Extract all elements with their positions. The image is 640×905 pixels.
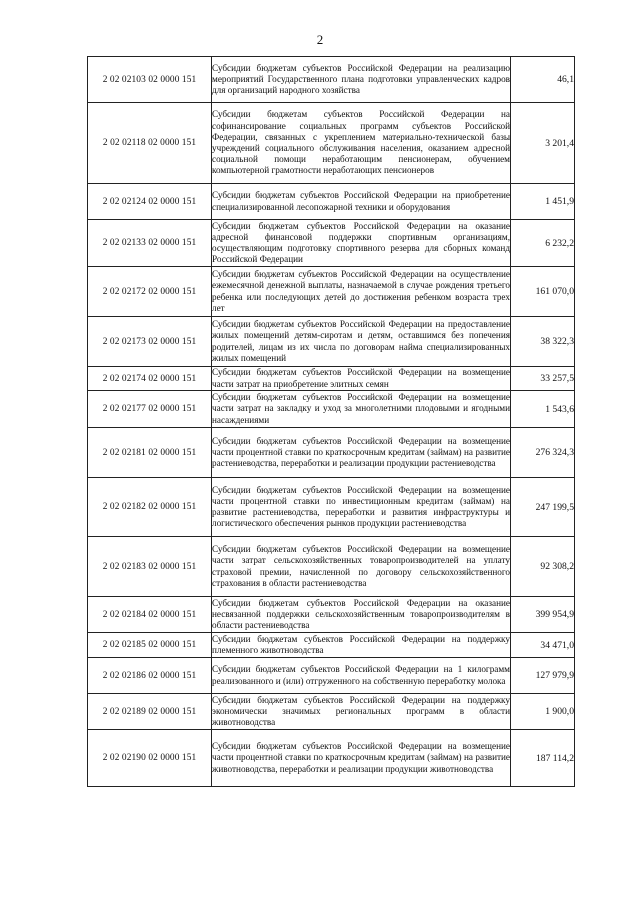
budget-code: 2 02 02124 02 0000 151 bbox=[88, 184, 212, 220]
subsidy-amount: 3 201,4 bbox=[511, 103, 575, 184]
table-row bbox=[88, 730, 575, 787]
subsidy-amount: 38 322,3 bbox=[511, 317, 575, 367]
subsidy-description: Субсидии бюджетам субъектов Российской Федерации на возмещение части процентной ставки по краткосрочным кредитам (займам) на развитие животноводства, переработки и реализации продукции животноводства bbox=[212, 730, 511, 787]
table-row bbox=[88, 658, 575, 694]
table-row bbox=[88, 220, 575, 267]
subsidy-description: Субсидии бюджетам субъектов Российской Федерации на поддержку племенного животноводства bbox=[212, 633, 511, 658]
subsidy-amount: 33 257,5 bbox=[511, 367, 575, 391]
budget-code: 2 02 02103 02 0000 151 bbox=[88, 57, 212, 103]
subsidy-amount: 399 954,9 bbox=[511, 597, 575, 633]
subsidy-description: Субсидии бюджетам субъектов Российской Федерации на возмещение части процентной ставки по инвестиционным кредитам (займам) на развитие растениеводства, переработки и развития инфраструктуры и логистического обеспечения рынков продукции растениеводства bbox=[212, 478, 511, 537]
subsidy-description: Субсидии бюджетам субъектов Российской Федерации на 1 килограмм реализованного и (или) отгруженного на собственную переработку молока bbox=[212, 658, 511, 694]
table-row bbox=[88, 428, 575, 478]
subsidies-table bbox=[87, 56, 575, 787]
subsidy-amount: 6 232,2 bbox=[511, 220, 575, 267]
budget-code: 2 02 02172 02 0000 151 bbox=[88, 267, 212, 317]
subsidy-amount: 46,1 bbox=[511, 57, 575, 103]
table-row bbox=[88, 103, 575, 184]
table-row bbox=[88, 184, 575, 220]
subsidy-amount: 247 199,5 bbox=[511, 478, 575, 537]
table-row bbox=[88, 391, 575, 428]
subsidy-description: Субсидии бюджетам субъектов Российской Федерации на приобретение специализированной лесопожарной техники и оборудования bbox=[212, 184, 511, 220]
subsidy-amount: 1 900,0 bbox=[511, 694, 575, 730]
table-row bbox=[88, 633, 575, 658]
page-number: 2 bbox=[316, 32, 324, 47]
subsidy-description: Субсидии бюджетам субъектов Российской Федерации на возмещение части затрат сельскохозяйственных товаропроизводителей на уплату страховой премии, начисленной по договору сельскохозяйственного страхования в области растениеводства bbox=[212, 537, 511, 597]
subsidy-description: Субсидии бюджетам субъектов Российской Федерации на возмещение части затрат на закладку и уход за многолетними плодовыми и ягодными насаждениями bbox=[212, 391, 511, 428]
table-row bbox=[88, 597, 575, 633]
table-row bbox=[88, 478, 575, 537]
subsidy-description: Субсидии бюджетам субъектов Российской Федерации на софинансирование социальных программ субъектов Российской Федерации, связанных с укреплением материально-технической базы учреждений социального обслуживания населения, оказанием адресной социальной помощи неработающим пенсионерам, обучением компьютерной грамотности неработающих пенсионеров bbox=[212, 103, 511, 184]
subsidy-description: Субсидии бюджетам субъектов Российской Федерации на осуществление ежемесячной денежной выплаты, назначаемой в случае рождения третьего ребенка или последующих детей до достижения ребенком возраста трех лет bbox=[212, 267, 511, 317]
subsidy-amount: 34 471,0 bbox=[511, 633, 575, 658]
subsidy-amount: 1 543,6 bbox=[511, 391, 575, 428]
subsidy-description: Субсидии бюджетам субъектов Российской Федерации на поддержку экономически значимых региональных программ в области животноводства bbox=[212, 694, 511, 730]
budget-code: 2 02 02181 02 0000 151 bbox=[88, 428, 212, 478]
budget-code: 2 02 02184 02 0000 151 bbox=[88, 597, 212, 633]
budget-code: 2 02 02133 02 0000 151 bbox=[88, 220, 212, 267]
subsidy-description: Субсидии бюджетам субъектов Российской Федерации на реализацию мероприятий Государственного плана подготовки управленческих кадров для организаций народного хозяйства bbox=[212, 57, 511, 103]
budget-code: 2 02 02182 02 0000 151 bbox=[88, 478, 212, 537]
table-row bbox=[88, 317, 575, 367]
table-row bbox=[88, 267, 575, 317]
subsidy-description: Субсидии бюджетам субъектов Российской Федерации на возмещение части процентной ставки по краткосрочным кредитам (займам) на развитие растениеводства, переработки и реализации продукции растениеводства bbox=[212, 428, 511, 478]
budget-code: 2 02 02174 02 0000 151 bbox=[88, 367, 212, 391]
budget-code: 2 02 02173 02 0000 151 bbox=[88, 317, 212, 367]
budget-code: 2 02 02185 02 0000 151 bbox=[88, 633, 212, 658]
subsidy-description: Субсидии бюджетам субъектов Российской Федерации на оказание адресной финансовой поддержки спортивным организациям, осуществляющим подготовку спортивного резерва для сборных команд Российской Федерации bbox=[212, 220, 511, 267]
budget-code: 2 02 02183 02 0000 151 bbox=[88, 537, 212, 597]
table-row bbox=[88, 537, 575, 597]
table-row bbox=[88, 367, 575, 391]
subsidy-amount: 161 070,0 bbox=[511, 267, 575, 317]
subsidy-amount: 92 308,2 bbox=[511, 537, 575, 597]
subsidy-description: Субсидии бюджетам субъектов Российской Федерации на предоставление жилых помещений детям-сиротам и детям, оставшимся без попечения родителей, лицам из их числа по договорам найма специализированных жилых помещений bbox=[212, 317, 511, 367]
budget-code: 2 02 02190 02 0000 151 bbox=[88, 730, 212, 787]
subsidy-amount: 276 324,3 bbox=[511, 428, 575, 478]
subsidy-description: Субсидии бюджетам субъектов Российской Федерации на возмещение части затрат на приобретение элитных семян bbox=[212, 367, 510, 389]
subsidy-description: Субсидии бюджетам субъектов Российской Федерации на оказание несвязанной поддержки сельскохозяйственным товаропроизводителям в области растениеводства bbox=[212, 597, 511, 633]
table-row bbox=[88, 57, 575, 103]
budget-code: 2 02 02189 02 0000 151 bbox=[88, 694, 212, 730]
subsidy-amount: 187 114,2 bbox=[511, 730, 575, 787]
budget-code: 2 02 02118 02 0000 151 bbox=[88, 103, 212, 184]
subsidy-amount: 1 451,9 bbox=[511, 184, 575, 220]
budget-code: 2 02 02186 02 0000 151 bbox=[88, 658, 212, 694]
subsidy-amount: 127 979,9 bbox=[511, 658, 575, 694]
budget-code: 2 02 02177 02 0000 151 bbox=[88, 391, 212, 428]
table-row bbox=[88, 694, 575, 730]
